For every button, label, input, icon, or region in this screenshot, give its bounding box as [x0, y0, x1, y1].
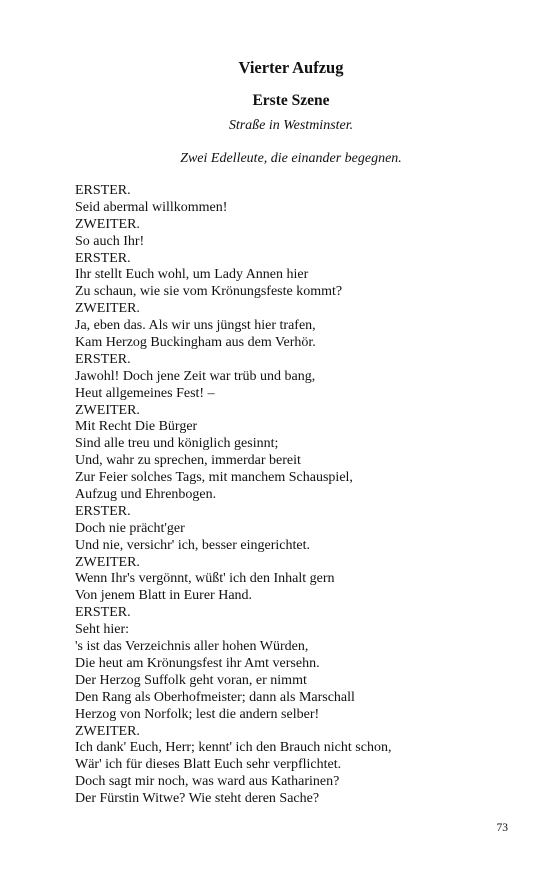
speaker-line: ERSTER. [75, 605, 131, 621]
speaker-line: ZWEITER. [75, 402, 140, 418]
verse-line: Heut allgemeines Fest! – [75, 385, 215, 401]
verse-line: Doch sagt mir noch, was ward aus Katharinen? [75, 774, 340, 790]
verse-line: Und, wahr zu sprechen, immerdar bereit [75, 453, 301, 469]
verse-line: Seid abermal willkommen! [75, 199, 228, 215]
speaker-line: ZWEITER. [75, 216, 140, 232]
verse-line: Jawohl! Doch jene Zeit war trüb und bang, [75, 368, 316, 384]
verse-line: Aufzug und Ehrenbogen. [75, 487, 217, 503]
speaker-line: ERSTER. [75, 351, 131, 367]
speaker-line: ZWEITER. [75, 723, 140, 739]
verse-line: Zu schaun, wie sie vom Krönungsfeste kommt? [75, 284, 343, 300]
verse-line: So auch Ihr! [75, 233, 145, 249]
speaker-line: ZWEITER. [75, 301, 140, 317]
speaker-line: ERSTER. [75, 250, 131, 266]
dialogue-text [75, 183, 515, 808]
scene-location: Straße in Westminster. [228, 118, 354, 133]
verse-line: Der Herzog Suffolk geht voran, er nimmt [75, 672, 307, 688]
verse-line: Die heut am Krönungsfest ihr Amt versehn. [75, 655, 320, 671]
stage-direction: Zwei Edelleute, die einander begegnen. [180, 151, 402, 166]
verse-line: Den Rang als Oberhofmeister; dann als Marschall [75, 689, 355, 705]
scene-title: Erste Szene [252, 92, 330, 109]
verse-line: Ja, eben das. Als wir uns jüngst hier trafen, [75, 318, 316, 334]
verse-line: Ihr stellt Euch wohl, um Lady Annen hier [75, 267, 309, 283]
verse-line: Sind alle treu und königlich gesinnt; [75, 436, 279, 452]
speaker-line: ERSTER. [75, 503, 131, 519]
verse-line: Zur Feier solches Tags, mit manchem Schauspiel, [75, 470, 353, 486]
page-number: 73 [496, 822, 508, 834]
verse-line: Und nie, versichr' ich, besser eingerichtet. [75, 537, 310, 553]
verse-line: Ich dank' Euch, Herr; kennt' ich den Brauch nicht schon, [75, 740, 392, 756]
act-title: Vierter Aufzug [238, 58, 344, 77]
verse-line: Herzog von Norfolk; lest die andern selber! [75, 706, 320, 722]
verse-line: Mit Recht Die Bürger [75, 419, 198, 435]
verse-line: Wenn Ihr's vergönnt, wüßt' ich den Inhalt gern [75, 571, 335, 587]
verse-line: Der Fürstin Witwe? Wie steht deren Sache? [75, 791, 320, 807]
speaker-line: ZWEITER. [75, 554, 140, 570]
verse-line: Doch nie prächt'ger [75, 520, 185, 536]
verse-line: Seht hier: [75, 622, 130, 638]
verse-line: Kam Herzog Buckingham aus dem Verhör. [75, 335, 316, 351]
verse-line: Wär' ich für dieses Blatt Euch sehr verpflichtet. [75, 757, 342, 773]
verse-line: 's ist das Verzeichnis aller hohen Würden, [75, 639, 309, 655]
speaker-line: ERSTER. [75, 183, 131, 198]
verse-line: Von jenem Blatt in Eurer Hand. [75, 588, 253, 604]
